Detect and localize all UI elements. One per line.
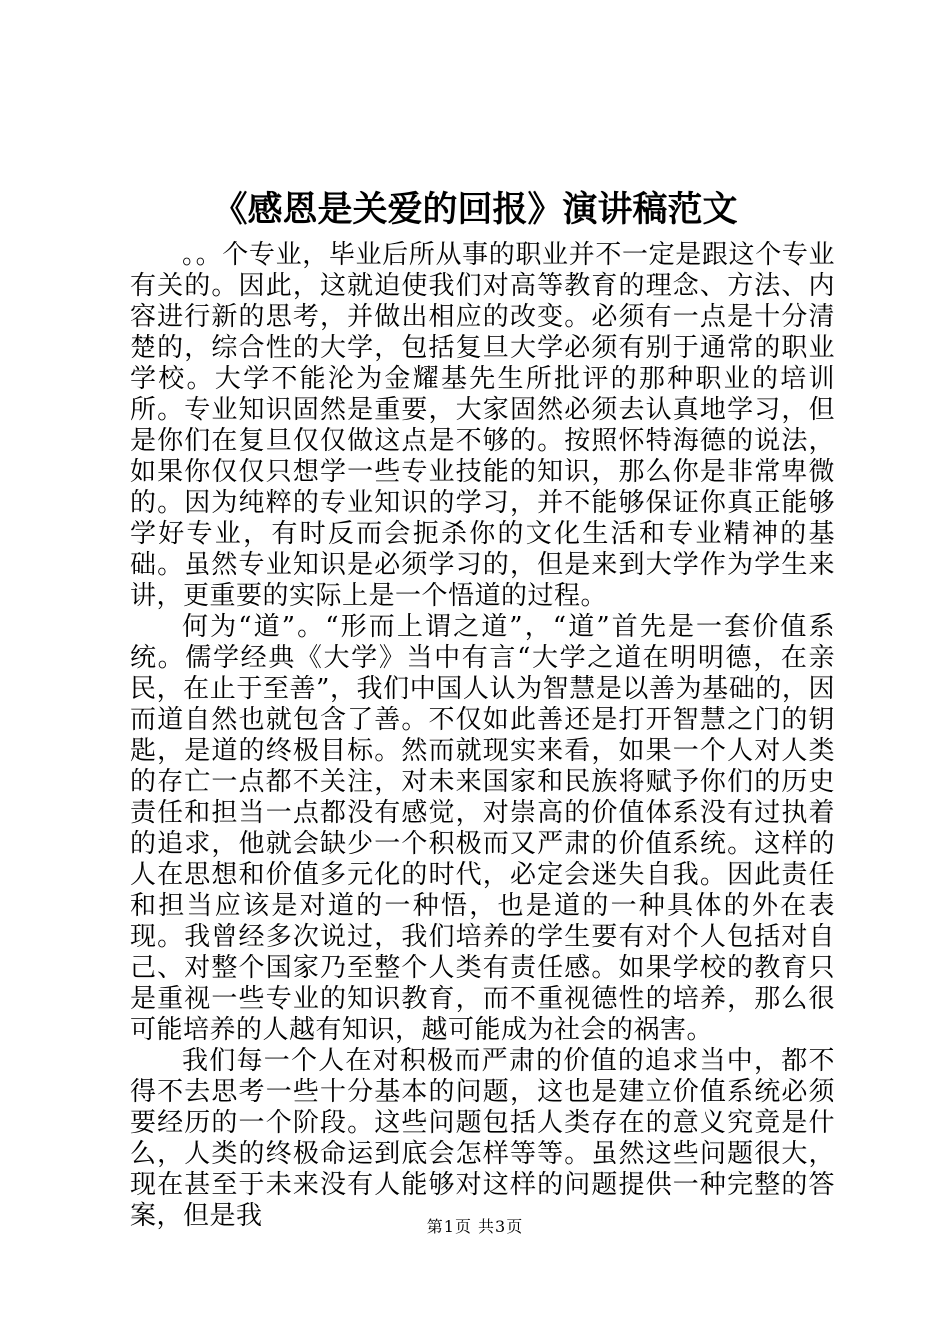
paragraph: 何为“道”。“形而上谓之道”，“道”首先是一套价值系统。儒学经典《大学》当中有言“大学之道在明明德，在亲民，在止于至善”，我们中国人认为智慧是以善为基础的，因而道自然也就包含了善。不仅如此善还是打开智慧之门的钥匙，是道的终极目标。然而就现实来看，如果一个人对人类的存亡一点都不关注，对未来国家和民族将赋予你们的历史责任和担当一点都没有感觉，对崇高的价值体系没有过执着的追求，他就会缺少一个积极而又严肃的价值系统。这样的人在思想和价值多元化的时代，必定会迷失自我。因此责任和担当应该是对道的一种悟，也是道的一种具体的外在表现。我曾经多次说过，我们培养的学生要有对个人包括对自己、对整个国家乃至整个人类有责任感。如果学校的教育只是重视一些专业的知识教育，而不重视德性的培养，那么很可能培养的人越有知识，越可能成为社会的祸害。 bbox=[130, 612, 835, 1045]
document-body bbox=[130, 240, 835, 1232]
page-title: 《感恩是关爱的回报》演讲稿范文 bbox=[212, 189, 738, 230]
paragraph: 我们每一个人在对积极而严肃的价值的追求当中，都不得不去思考一些十分基本的问题，这也是建立价值系统必须要经历的一个阶段。这些问题包括人类存在的意义究竟是什么，人类的终极命运到底会怎样等等。虽然这些问题很大，现在甚至于未来没有人能够对这样的问题提供一种完整的答案，但是我 bbox=[130, 1046, 835, 1231]
page-number-footer: 第1页 共3页 bbox=[426, 1217, 524, 1236]
paragraph: 。。个专业，毕业后所从事的职业并不一定是跟这个专业有关的。因此，这就迫使我们对高等教育的理念、方法、内容进行新的思考，并做出相应的改变。必须有一点是十分清楚的，综合性的大学，包括复旦大学必须有别于通常的职业学校。大学不能沦为金耀基先生所批评的那种职业的培训所。专业知识固然是重要，大家固然必须去认真地学习，但是你们在复旦仅仅做这点是不够的。按照怀特海德的说法，如果你仅仅只想学一些专业技能的知识，那么你是非常卑微的。因为纯粹的专业知识的学习，并不能够保证你真正能够学好专业，有时反而会扼杀你的文化生活和专业精神的基础。虽然专业知识是必须学习的，但是来到大学作为学生来讲，更重要的实际上是一个悟道的过程。 bbox=[130, 240, 835, 611]
